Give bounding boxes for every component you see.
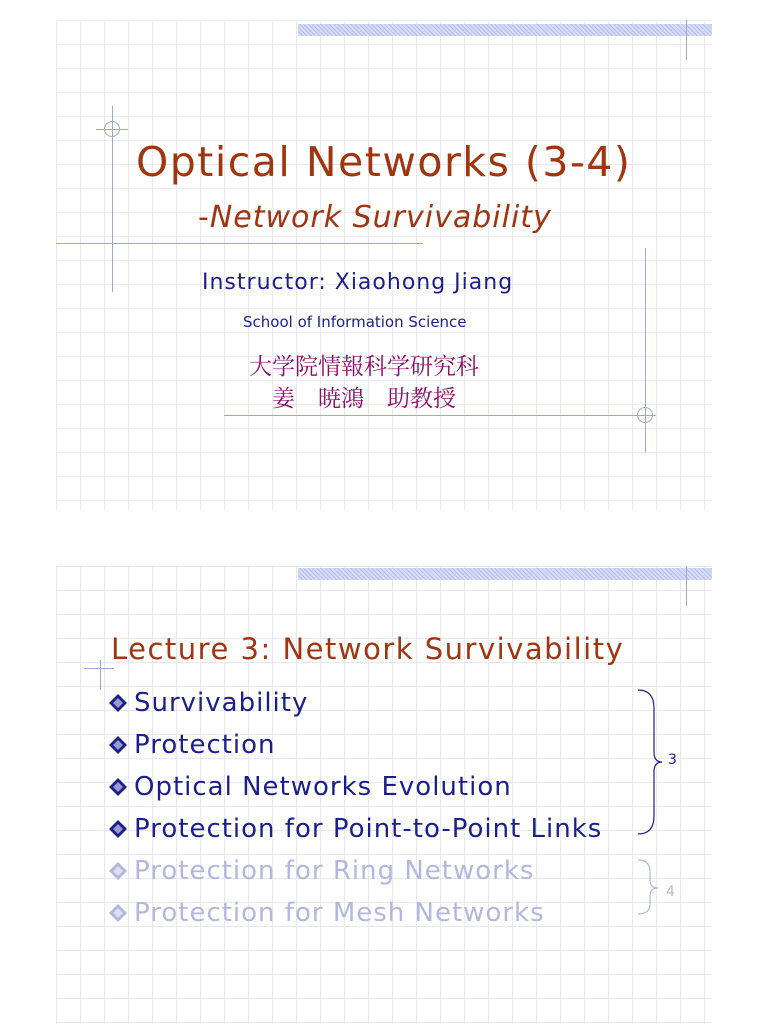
bullet-label: Survivability (134, 688, 309, 718)
diamond-bullet-icon (108, 735, 128, 755)
subtitle-text: Network Survivability (209, 200, 552, 235)
cjk-department: 大学院情報科学研究科 (249, 354, 479, 380)
deco-line-v-left-2 (100, 660, 101, 690)
bullet-item (108, 814, 602, 844)
bullet-item (108, 688, 308, 718)
lecture3-number: 3 (668, 752, 677, 768)
bullet-item (108, 772, 512, 802)
title-slide (56, 20, 712, 510)
deco-line-top-v-right-2 (686, 566, 687, 606)
slide1-subtitle (198, 200, 552, 235)
diamond-bullet-icon (108, 861, 128, 881)
instructor-line: Instructor: Xiaohong Jiang (202, 270, 514, 295)
school-line: School of Information Science (243, 313, 467, 331)
bullet-label: Protection for Point-to-Point Links (134, 814, 603, 844)
diamond-bullet-icon (108, 777, 128, 797)
bullet-label: Protection (134, 730, 276, 760)
bullet-item (108, 856, 534, 886)
lecture4-number: 4 (666, 884, 675, 900)
diamond-bullet-icon (108, 693, 128, 713)
lecture4-brace (636, 858, 666, 916)
diamond-bullet-icon (108, 903, 128, 923)
deco-line-h-left (96, 129, 128, 130)
lecture3-brace (636, 688, 666, 836)
bullet-item (108, 898, 545, 928)
cjk-name: 姜 暁鴻 助教授 (272, 386, 456, 412)
bullet-item (108, 730, 276, 760)
deco-circle-right (637, 407, 653, 423)
bullet-label: Optical Networks Evolution (134, 772, 512, 802)
deco-line-h-2 (84, 668, 114, 669)
header-stripe (298, 24, 712, 36)
diamond-bullet-icon (108, 819, 128, 839)
header-stripe-2 (298, 568, 712, 580)
bullet-label: Protection for Mesh Networks (134, 898, 545, 928)
deco-line-h-lower (224, 415, 656, 416)
subtitle-dash: - (198, 200, 210, 235)
deco-line-top-v-right (686, 20, 687, 60)
bullet-label: Protection for Ring Networks (134, 856, 535, 886)
slide2-title: Lecture 3: Network Survivability (111, 632, 625, 666)
slide1-title: Optical Networks (3-4) (136, 138, 632, 186)
